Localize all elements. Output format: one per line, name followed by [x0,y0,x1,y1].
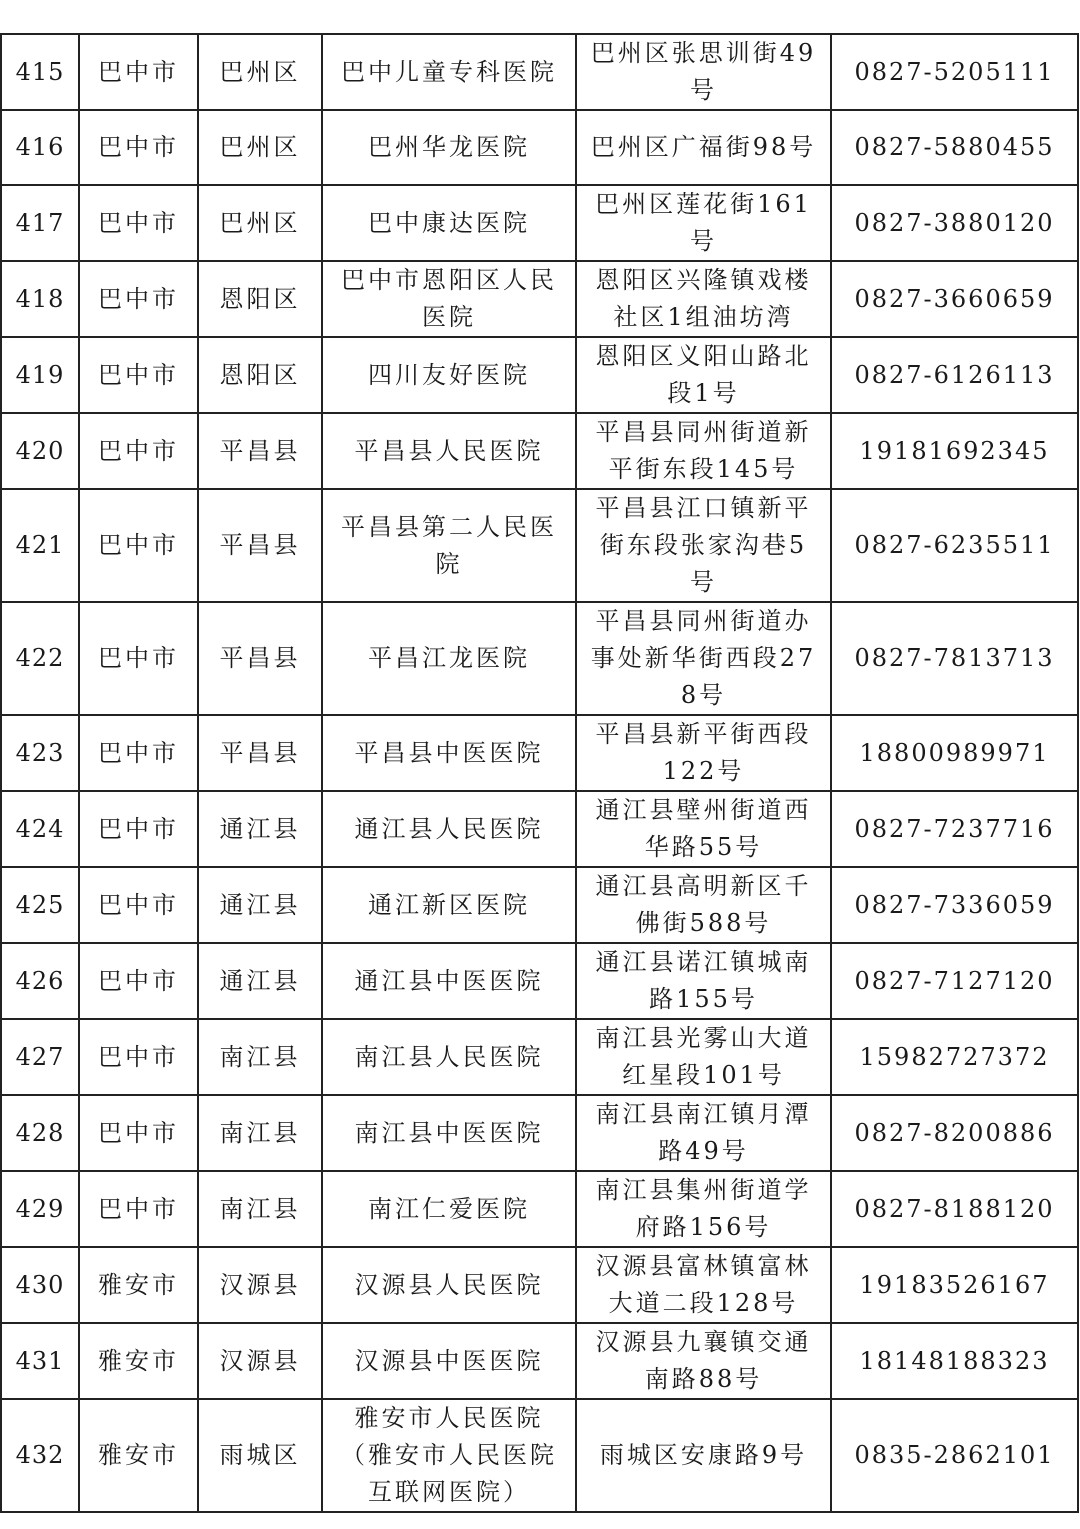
district-cell: 巴州区 [198,110,322,185]
district-cell: 恩阳区 [198,261,322,337]
table-row [1,791,1078,867]
district-cell: 通江县 [198,867,322,943]
hospital-name-cell: 平昌县第二人民医院 [322,489,576,602]
table-row [1,602,1078,715]
address-cell: 巴州区广福街98号 [576,110,831,185]
district-cell: 南江县 [198,1019,322,1095]
city-cell: 巴中市 [79,791,198,867]
phone-cell: 0835-2862101 [831,1399,1078,1512]
table-row [1,867,1078,943]
table-row [1,110,1078,185]
address-cell: 巴州区张思训街49号 [576,34,831,110]
address-cell: 南江县南江镇月潭路49号 [576,1095,831,1171]
hospital-name-cell: 汉源县人民医院 [322,1247,576,1323]
hospital-name-cell: 巴中儿童专科医院 [322,34,576,110]
row-number-cell: 420 [1,413,79,489]
table-row [1,261,1078,337]
district-cell: 平昌县 [198,413,322,489]
hospital-name-cell: 巴中康达医院 [322,185,576,261]
phone-cell: 0827-5205111 [831,34,1078,110]
district-cell: 雨城区 [198,1399,322,1512]
row-number-cell: 419 [1,337,79,413]
district-cell: 平昌县 [198,602,322,715]
address-cell: 恩阳区义阳山路北段1号 [576,337,831,413]
table-row [1,1171,1078,1247]
address-cell: 通江县高明新区千佛街588号 [576,867,831,943]
table-row [1,1323,1078,1399]
address-cell: 平昌县新平街西段122号 [576,715,831,791]
city-cell: 巴中市 [79,185,198,261]
table-row [1,1247,1078,1323]
district-cell: 汉源县 [198,1247,322,1323]
hospital-table-body [1,34,1078,1512]
row-number-cell: 417 [1,185,79,261]
phone-cell: 0827-5880455 [831,110,1078,185]
row-number-cell: 422 [1,602,79,715]
district-cell: 汉源县 [198,1323,322,1399]
phone-cell: 19181692345 [831,413,1078,489]
city-cell: 巴中市 [79,943,198,1019]
table-row [1,489,1078,602]
phone-cell: 0827-7237716 [831,791,1078,867]
address-cell: 南江县集州街道学府路156号 [576,1171,831,1247]
row-number-cell: 430 [1,1247,79,1323]
hospital-name-cell: 南江仁爱医院 [322,1171,576,1247]
row-number-cell: 423 [1,715,79,791]
address-cell: 平昌县江口镇新平街东段张家沟巷5号 [576,489,831,602]
hospital-name-cell: 通江县人民医院 [322,791,576,867]
district-cell: 通江县 [198,791,322,867]
phone-cell: 19183526167 [831,1247,1078,1323]
phone-cell: 0827-7127120 [831,943,1078,1019]
phone-cell: 0827-8200886 [831,1095,1078,1171]
district-cell: 通江县 [198,943,322,1019]
hospital-name-cell: 平昌县人民医院 [322,413,576,489]
table-row [1,337,1078,413]
hospital-name-cell: 平昌江龙医院 [322,602,576,715]
table-row [1,413,1078,489]
table-row [1,34,1078,110]
city-cell: 巴中市 [79,715,198,791]
district-cell: 巴州区 [198,185,322,261]
city-cell: 巴中市 [79,867,198,943]
phone-cell: 0827-7336059 [831,867,1078,943]
hospital-name-cell: 汉源县中医医院 [322,1323,576,1399]
city-cell: 雅安市 [79,1247,198,1323]
phone-cell: 0827-6126113 [831,337,1078,413]
district-cell: 恩阳区 [198,337,322,413]
district-cell: 平昌县 [198,715,322,791]
district-cell: 南江县 [198,1171,322,1247]
phone-cell: 15982727372 [831,1019,1078,1095]
row-number-cell: 431 [1,1323,79,1399]
hospital-name-cell: 平昌县中医医院 [322,715,576,791]
phone-cell: 0827-7813713 [831,602,1078,715]
row-number-cell: 416 [1,110,79,185]
row-number-cell: 432 [1,1399,79,1512]
city-cell: 巴中市 [79,261,198,337]
table-row [1,1019,1078,1095]
table-row [1,715,1078,791]
address-cell: 雨城区安康路9号 [576,1399,831,1512]
address-cell: 汉源县富林镇富林大道二段128号 [576,1247,831,1323]
city-cell: 巴中市 [79,1095,198,1171]
hospital-name-cell: 雅安市人民医院（雅安市人民医院互联网医院） [322,1399,576,1512]
phone-cell: 18148188323 [831,1323,1078,1399]
hospital-name-cell: 四川友好医院 [322,337,576,413]
phone-cell: 0827-6235511 [831,489,1078,602]
table-row [1,1399,1078,1512]
hospital-name-cell: 通江县中医医院 [322,943,576,1019]
city-cell: 巴中市 [79,602,198,715]
table-row [1,943,1078,1019]
address-cell: 南江县光雾山大道红星段101号 [576,1019,831,1095]
address-cell: 恩阳区兴隆镇戏楼社区1组油坊湾 [576,261,831,337]
row-number-cell: 415 [1,34,79,110]
district-cell: 巴州区 [198,34,322,110]
city-cell: 巴中市 [79,337,198,413]
row-number-cell: 425 [1,867,79,943]
row-number-cell: 418 [1,261,79,337]
table-row [1,185,1078,261]
city-cell: 雅安市 [79,1399,198,1512]
address-cell: 平昌县同州街道办事处新华街西段278号 [576,602,831,715]
address-cell: 通江县壁州街道西华路55号 [576,791,831,867]
city-cell: 巴中市 [79,110,198,185]
hospital-table [0,33,1079,1513]
hospital-name-cell: 南江县中医医院 [322,1095,576,1171]
row-number-cell: 427 [1,1019,79,1095]
row-number-cell: 421 [1,489,79,602]
city-cell: 巴中市 [79,1019,198,1095]
city-cell: 雅安市 [79,1323,198,1399]
row-number-cell: 428 [1,1095,79,1171]
address-cell: 通江县诺江镇城南路155号 [576,943,831,1019]
city-cell: 巴中市 [79,1171,198,1247]
address-cell: 汉源县九襄镇交通南路88号 [576,1323,831,1399]
phone-cell: 0827-3660659 [831,261,1078,337]
city-cell: 巴中市 [79,489,198,602]
district-cell: 南江县 [198,1095,322,1171]
phone-cell: 0827-8188120 [831,1171,1078,1247]
address-cell: 巴州区莲花街161号 [576,185,831,261]
row-number-cell: 426 [1,943,79,1019]
table-row [1,1095,1078,1171]
phone-cell: 18800989971 [831,715,1078,791]
hospital-name-cell: 巴州华龙医院 [322,110,576,185]
district-cell: 平昌县 [198,489,322,602]
address-cell: 平昌县同州街道新平街东段145号 [576,413,831,489]
hospital-name-cell: 巴中市恩阳区人民医院 [322,261,576,337]
hospital-name-cell: 通江新区医院 [322,867,576,943]
hospital-name-cell: 南江县人民医院 [322,1019,576,1095]
row-number-cell: 429 [1,1171,79,1247]
city-cell: 巴中市 [79,413,198,489]
phone-cell: 0827-3880120 [831,185,1078,261]
row-number-cell: 424 [1,791,79,867]
city-cell: 巴中市 [79,34,198,110]
